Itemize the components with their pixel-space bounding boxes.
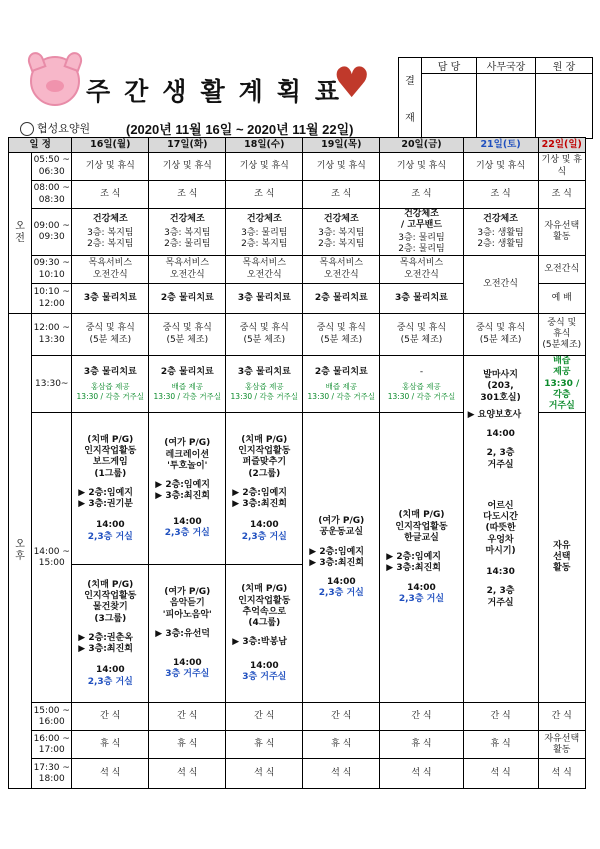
cell-sat-snack: 간 식 (463, 703, 538, 731)
program-place: 3층 거주실 (165, 669, 210, 680)
cell-mon-bath: 목욕서비스 오전간식 (72, 256, 149, 284)
cell-wed-bath: 목욕서비스 오전간식 (226, 256, 303, 284)
cell-sat-rest: 기상 및 휴식 (463, 153, 538, 181)
time-1330: 13:30~ (32, 356, 72, 413)
cell-fri-exercise (380, 209, 463, 256)
snack-note: 홍삼즙 제공 13:30 / 각층 거주실 (76, 382, 145, 401)
cell-sun-worship: 예 배 (538, 284, 585, 314)
cell-sun-snack: 배즙 제공 13:30 / 각층 거주실 (538, 356, 585, 413)
cell-tue-dinner: 석 식 (149, 759, 226, 789)
cell-sun-free-activity-late: 자유선택 활동 (538, 731, 585, 759)
program-time: 14:00 (249, 660, 279, 671)
weekly-schedule-table (8, 137, 586, 789)
cell-thu-lunch: 중식 및 휴식 (5분 체조) (303, 314, 380, 356)
cell-fri-bath: 목욕서비스 오전간식 (380, 256, 463, 284)
approval-sign-staff[interactable] (422, 74, 477, 139)
exercise-label: 건강체조 (169, 213, 205, 224)
day-header-tue: 17일(화) (149, 138, 226, 153)
organization (20, 120, 90, 136)
cell-tue-rest: 기상 및 휴식 (149, 153, 226, 181)
exercise-label: 건강체조 (92, 213, 128, 224)
time-1200: 12:00 ~ 13:30 (32, 314, 72, 356)
cell-wed-dinner: 석 식 (226, 759, 303, 789)
program-title: (여가 P/G) 공운동교실 (318, 516, 365, 538)
sat-massage-title: 발마사지 (203, 301호실) (480, 370, 521, 403)
day-header-sun: 22일(일) (538, 138, 585, 153)
cell-tue-program-1 (149, 413, 226, 565)
cell-thu-rest: 기상 및 휴식 (303, 153, 380, 181)
cell-wed-program-2 (226, 565, 303, 703)
program-title: (치매 P/G) 인지작업활동 퍼즐맞추기 (2그룹) (238, 434, 291, 479)
cell-thu-bath: 목욕서비스 오전간식 (303, 256, 380, 284)
cell-fri-lunch: 중식 및 휴식 (5분 체조) (380, 314, 463, 356)
program-place: 2,3층 거실 (398, 593, 445, 604)
time-1400: 14:00 ~ 15:00 (32, 413, 72, 703)
day-header-fri: 20일(금) (380, 138, 463, 153)
header (0, 0, 600, 140)
program-title: (치매 P/G) 인지작업활동 보드게임 (1그룹) (84, 434, 137, 479)
time-1500: 15:00 ~ 16:00 (32, 703, 72, 731)
sat-place-2: 2, 3층 거주실 (486, 586, 515, 608)
cell-sun-breakfast: 조 식 (538, 181, 585, 209)
cell-mon-program-1 (72, 413, 149, 565)
approval-sign-director[interactable] (477, 74, 536, 139)
time-1730: 17:30 ~ 18:00 (32, 759, 72, 789)
cell-wed-rest-pm: 휴 식 (226, 731, 303, 759)
approval-role-staff: 담 당 (422, 58, 477, 74)
organization-logo-icon (20, 122, 34, 136)
day-header-thu: 19일(목) (303, 138, 380, 153)
cell-sat-exercise (463, 209, 538, 256)
cell-tue-1330 (149, 356, 226, 413)
day-header-mon: 16일(월) (72, 138, 149, 153)
cell-sun-free-activity-pm: 자유 선택 활동 (538, 413, 585, 703)
time-0800: 08:00 ~ 08:30 (32, 181, 72, 209)
cell-wed-breakfast: 조 식 (226, 181, 303, 209)
program-place: 2,3층 거실 (87, 676, 133, 687)
program-title: (치매 P/G) 인지작업활동 물건찾기 (3그룹) (84, 579, 137, 624)
approval-label: 결 재 (399, 58, 422, 139)
cell-tue-lunch: 중식 및 휴식 (5분 체조) (149, 314, 226, 356)
approval-role-head: 원 장 (536, 58, 593, 74)
program-time: 14:00 (172, 658, 202, 668)
team-assignment: 3층: 물리팀 2층: 물리팀 (398, 232, 445, 254)
program-title: (여가 P/G) 레크레이션 '투호놀이' (164, 438, 211, 471)
cell-thu-breakfast: 조 식 (303, 181, 380, 209)
cell-wed-exercise (226, 209, 303, 256)
team-assignment: 3층: 복지팀 2층: 복지팀 (87, 227, 134, 250)
sat-time-1: 14:00 (486, 429, 515, 439)
cell-mon-lunch: 중식 및 휴식 (5분 체조) (72, 314, 149, 356)
am-label: 오 전 (9, 153, 32, 314)
cell-sat-pm-program (463, 356, 538, 703)
program-staff: ▶ 3층:유선덕 (155, 628, 210, 639)
program-place: 3층 거주실 (242, 671, 287, 682)
cell-tue-snack: 간 식 (149, 703, 226, 731)
pt-label: 2층 물리치료 (160, 367, 214, 378)
approval-sign-head[interactable] (536, 74, 593, 139)
time-1600: 16:00 ~ 17:00 (32, 731, 72, 759)
pm-label: 오 후 (9, 314, 32, 789)
cell-fri-1330 (380, 356, 463, 413)
team-assignment: 3층: 생활팀 2층: 생활팀 (477, 227, 524, 250)
cell-thu-pt: 2층 물리치료 (303, 284, 380, 314)
corner-header: 일 정 (9, 138, 72, 153)
approval-box (398, 57, 593, 139)
empty-dash: - (419, 367, 424, 378)
cell-tue-bath: 목욕서비스 오전간식 (149, 256, 226, 284)
team-assignment: 3층: 복지팀 2층: 복지팀 (318, 227, 365, 250)
program-staff: ▶ 2층:임예지 ▶ 3층:최진희 (386, 552, 441, 574)
program-place: 2,3층 거실 (318, 588, 364, 599)
cell-tue-rest-pm: 휴 식 (149, 731, 226, 759)
program-staff: ▶ 3층:박봉남 (232, 637, 287, 648)
cell-sat-dinner: 석 식 (463, 759, 538, 789)
program-staff: ▶ 2층:임예지 ▶ 3층:권기분 (78, 487, 133, 509)
program-staff: ▶ 2층:임예지 ▶ 3층:최진희 (309, 546, 364, 568)
cell-sun-rest: 기상 및 휴식 (538, 153, 585, 181)
team-assignment: 3층: 복지팀 2층: 물리팀 (164, 227, 211, 250)
cell-fri-snack: 간 식 (380, 703, 463, 731)
cell-fri-rest-pm: 휴 식 (380, 731, 463, 759)
cell-mon-breakfast: 조 식 (72, 181, 149, 209)
cell-fri-rest: 기상 및 휴식 (380, 153, 463, 181)
cell-sat-rest-pm: 휴 식 (463, 731, 538, 759)
cell-mon-1330 (72, 356, 149, 413)
time-0550: 05:50 ~ 06:30 (32, 153, 72, 181)
cell-thu-exercise (303, 209, 380, 256)
snack-note: 배즙 제공 13:30 / 각층 거주실 (307, 382, 376, 401)
cell-sun-lunch: 중식 및 휴식 (5분체조) (538, 314, 585, 356)
sat-tea-time: 어르신 다도시간 (따뜻한 우엉차 마시기) (483, 500, 518, 556)
exercise-label: 건강체조 / 고무밴드 (400, 209, 443, 231)
cell-mon-program-2 (72, 565, 149, 703)
day-header-sat: 21일(토) (463, 138, 538, 153)
cell-sun-snack-pm: 간 식 (538, 703, 585, 731)
program-place: 2,3층 거실 (241, 531, 287, 542)
cell-wed-pt: 3층 물리치료 (226, 284, 303, 314)
cell-wed-rest: 기상 및 휴식 (226, 153, 303, 181)
exercise-label: 건강체조 (246, 213, 282, 224)
cell-tue-program-2 (149, 565, 226, 703)
approval-role-director: 사무국장 (477, 58, 536, 74)
program-time: 14:00 (95, 665, 125, 676)
cell-thu-dinner: 석 식 (303, 759, 380, 789)
program-staff: ▶ 2층:임예지 ▶ 3층:최진희 (155, 480, 210, 502)
cell-mon-snack: 간 식 (72, 703, 149, 731)
cell-sat-am-snack: 오전간식 (463, 256, 538, 314)
cell-fri-pt: 3층 물리치료 (380, 284, 463, 314)
program-time: 14:00 (172, 516, 202, 527)
program-staff: ▶ 2층:권춘옥 ▶ 3층:최진희 (78, 632, 133, 654)
cell-sat-breakfast: 조 식 (463, 181, 538, 209)
cell-sun-am-snack: 오전간식 (538, 256, 585, 284)
page-title: 주간생활계획표 (86, 79, 354, 106)
pt-label: 3층 물리치료 (237, 367, 291, 378)
program-title: (여가 P/G) 음악듣기 '피아노음악' (162, 587, 212, 620)
cell-thu-rest-pm: 휴 식 (303, 731, 380, 759)
cell-sun-dinner: 석 식 (538, 759, 585, 789)
program-place: 2,3층 거실 (87, 531, 133, 542)
schedule-period: (2020년 11월 16일 ~ 2020년 11월 22일) (126, 122, 354, 137)
cell-thu-program (303, 413, 380, 703)
pt-label: 2층 물리치료 (314, 367, 368, 378)
cell-wed-1330 (226, 356, 303, 413)
heart-wreath-icon: ♥ (333, 58, 371, 107)
sat-place-1: 2, 3층 거주실 (486, 448, 515, 470)
program-title: (치매 P/G) 인지작업활동 한글교실 (395, 510, 448, 543)
day-header-wed: 18일(수) (226, 138, 303, 153)
cell-wed-snack: 간 식 (226, 703, 303, 731)
time-0930: 09:30 ~ 10:10 (32, 256, 72, 284)
cell-tue-breakfast: 조 식 (149, 181, 226, 209)
cell-tue-pt: 2층 물리치료 (149, 284, 226, 314)
cell-wed-program-1 (226, 413, 303, 565)
exercise-label: 건강체조 (323, 213, 359, 224)
time-1010: 10:10 ~ 12:00 (32, 284, 72, 314)
time-0900: 09:00 ~ 09:30 (32, 209, 72, 256)
pt-label: 3층 물리치료 (83, 367, 137, 378)
cell-wed-lunch: 중식 및 휴식 (5분 체조) (226, 314, 303, 356)
snack-note: 홍삼즙 제공 13:30 / 각층 거주실 (230, 382, 299, 401)
cell-fri-breakfast: 조 식 (380, 181, 463, 209)
program-time: 14:00 (326, 577, 356, 587)
program-time: 14:00 (95, 520, 125, 531)
cell-thu-snack: 간 식 (303, 703, 380, 731)
cell-tue-exercise (149, 209, 226, 256)
cell-sun-free-activity: 자유선택 활동 (538, 209, 585, 256)
snack-note: 배즙 제공 13:30 / 각층 거주실 (153, 382, 222, 401)
sat-time-2: 14:30 (486, 567, 515, 577)
program-title: (치매 P/G) 인지작업활동 추억속으로 (4그룹) (238, 584, 291, 629)
cell-mon-dinner: 석 식 (72, 759, 149, 789)
snack-note: 홍삼즙 제공 13:30 / 각층 거주실 (387, 382, 456, 401)
program-time: 14:00 (407, 582, 436, 593)
cell-fri-dinner: 석 식 (380, 759, 463, 789)
cell-thu-1330 (303, 356, 380, 413)
organization-name: 협성요양원 (37, 122, 91, 135)
team-assignment: 3층: 물리팀 2층: 복지팀 (241, 227, 288, 250)
pig-mascot-icon (30, 56, 80, 106)
cell-mon-rest: 기상 및 휴식 (72, 153, 149, 181)
cell-sat-lunch: 중식 및 휴식 (5분 체조) (463, 314, 538, 356)
cell-fri-program (380, 413, 463, 703)
exercise-label: 건강체조 (483, 213, 518, 224)
program-place: 2,3층 거실 (164, 527, 210, 538)
cell-mon-exercise (72, 209, 149, 256)
program-staff: ▶ 2층:임예지 ▶ 3층:최진희 (232, 487, 287, 509)
sat-caregiver: ▶ 요양보호사 (467, 409, 522, 420)
cell-mon-pt: 3층 물리치료 (72, 284, 149, 314)
cell-mon-rest-pm: 휴 식 (72, 731, 149, 759)
program-time: 14:00 (249, 520, 279, 531)
